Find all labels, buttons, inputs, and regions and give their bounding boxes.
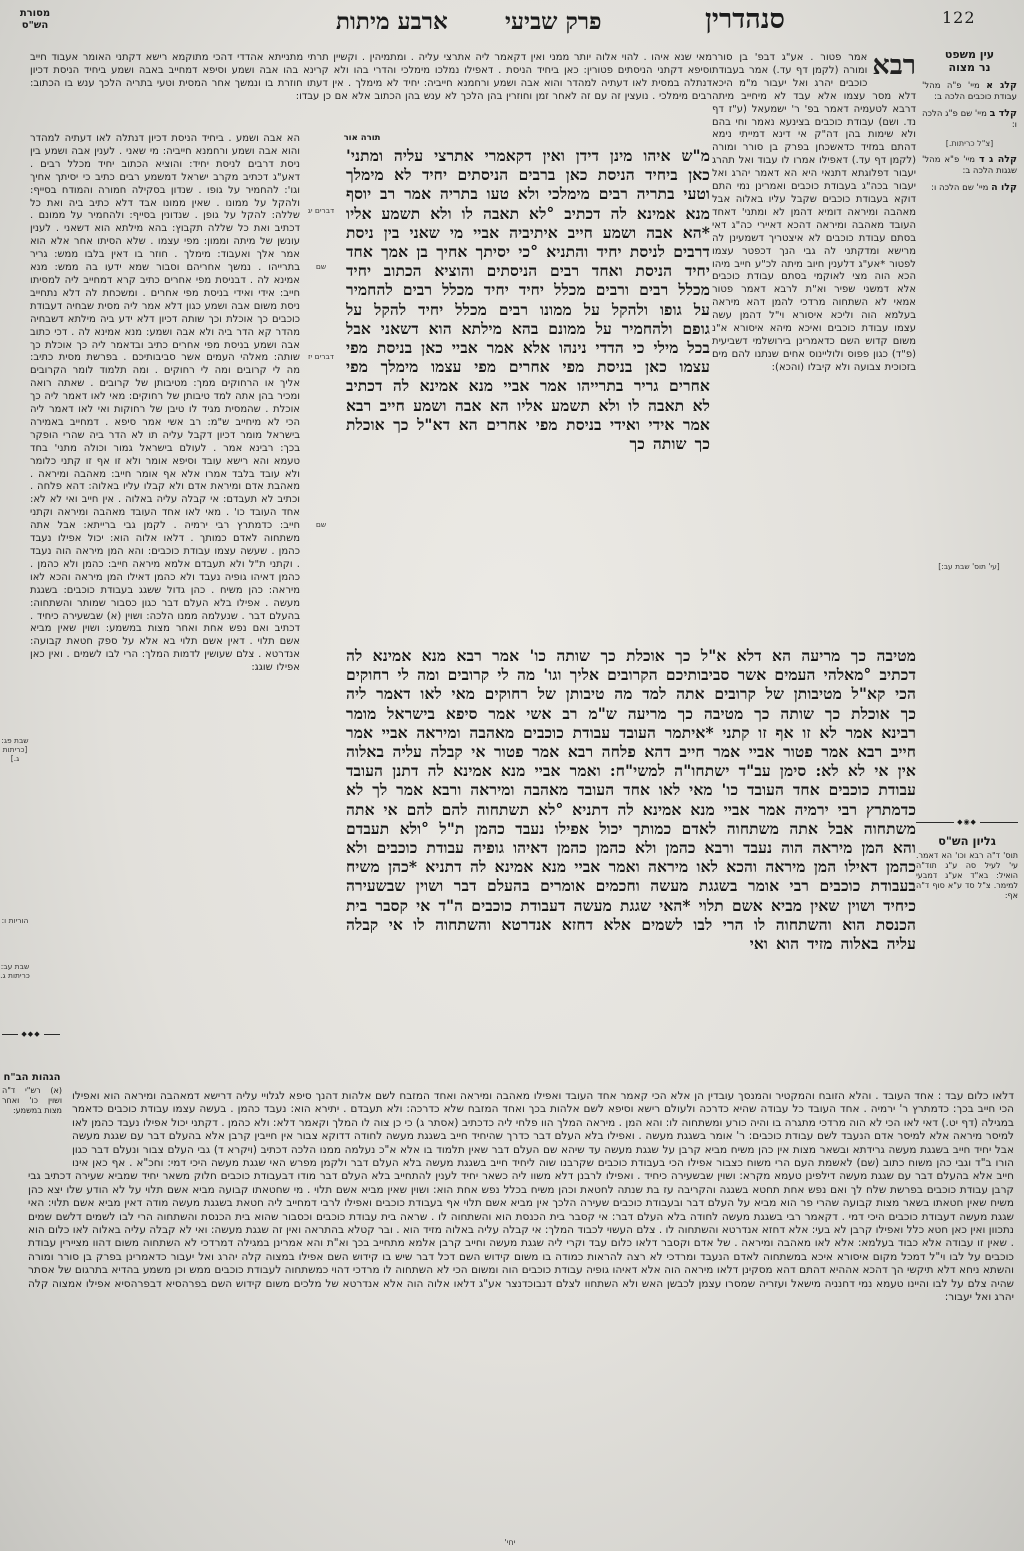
gilyon-hashas-text: תוס' ד"ה רבא וכו' הא דאמר. עי' לעיל סה ע"ג תוד"ה הואיל: בא"ד אע"ג דמבעי למימר. צ"ל סד ע"א סוף ד"ה אף: [916,851,1018,900]
ein-mishpat-title-line2: נר מצוה [948,61,991,74]
ein-entry-text: מיי' שם פ"ג הלכה ו: [922,109,1017,130]
ein-entry-number: קלד ב [989,108,1017,119]
masoret-corner-line2: הש"ס [21,20,49,31]
ein-entry-number: קלה ג ד [978,154,1017,165]
tosafot-bottom-text: דלאו כלום עבד : אחד העובד . והלא הזובח והמקטיר והמנסך עובדין הן אלא הכי קאמר אחד העובד ואפילו מאהבה ומיראה ואחד המזבח לשם אלהות דהנך סיפא לגלויי עליה דרישא דמאהבה ומיראה הוא ואפילו הכי חייב בכך: כדמתרץ ר' ירמיה . אחד העובד כל עבודה שהיא כדרכה ולעולם רישא וסיפא לשם אלהות בכך ואחד המזבח שלא כדרכה: ולא תעבדם . יתירא הוא: נעבד כהמן . בעשה עצמו עבודת כוכבים כדאמר במגילה (דף יט.) דאי לאו הכי לא הוה מרדכי מתגרה בו והיה כורע ומשתחוה לו: והא המן . מיראה המלך הוו פלחי ליה כדכתיב (אסתר ג) כי כן צוה לו המלך וקאמר דלא: ולא כהמן . דקתני יכול אפילו נעבד כהמן לאו למיסר מיראה אלא למיסר אדם הנעבד לשם עבודת כוכבים: ר' אומר בשגגת מעשה . ואפילו בלא העלם דבר כדרך שהיחיד חייב בשגגת מעשה לחודה דדוקא צבור אין חייבין קרבן אלא בהעלם דבר עם שגגת מעשה אבל יחיד חייב בשגגת מעשה גרידתא ובשאר מצות אין כהן משיח מביא קרבן על שגגת מעשה עד שיהא שם העלם דבר שאין תלמוד בו אלא א"כ נעלמה ממנו הלכה דכתיב (ויקרא ד) גבי העלם צבור ונעלם דבר כגון הורו ב"ד וגבי כהן משוח כתוב (שם) לאשמת העם הרי משוח כצבור אפילו הכי בעבודת כוכבים שקרבנו שוה ליחיד חייב בשגגת מעשה בלא העלם דבר ולקמן מפרש האי שגגת מעשה היכי דמי: וחכ"א . אף כאן אינו חייב אלא בהעלם דבר עם שגגת מעשה דילפינן טעמא מקרא: ושוין שבשעירה כיחיד . ואפילו לרבנן דלא משוו ליה כשאר יחיד לענין להתחייב בלא העלם דבר מודו דבעבודת כוכבים חלוק משאר יחיד שמביא שעירה דכתיב גבי קרבן עבודת כוכבים בפרשת שלח לך ואם נפש אחת תחטא בשגגה והקריבה עז בת שנתה לחטאת וכהן משיח בכלל נפש אחת הוא: ושוין שאין מביא אשם תלוי . מי שחטאתו קבועה מביא אשם תלוי על לא הודע שלו יצא כהן משיח שאין חטאתו בשאר מצות קבועה שהרי פר הוא מביא על העלם דבר ובעבודת כוכבים שעירה הלכך אין מביא אשם תלוי אף בעבודת כוכבים ואפילו לרבי דמחייב ליה חטאת בשגגת מעשה מודה דאין מביא אשם תלוי: האי שגגת מעשה דעבודת כוכבים היכי דמי . דקאמר רבי בשגגת מעשה לחודה בלא העלם דבר: אי קסבר בית הכנסת הוא והשתחוה לו . שראה בית עבודת כוכבים וכסבור שהוא בית הכנסת והשתחוה הרי לבו לשמים דלשם שמים נתכוון ואין כאן חטא כלל ואפילו קרבן לא בעי: אלא דחזא אנדרטא והשתחוה לו . צלם העשוי לכבוד המלך: אי קבלה עליה באלוה מזיד הוא . ובר קטלא בהתראה ואין זה שגגת מעשה: ואי לא קבלה עליה באלוה לאו כלום הוא . שאין זו עבודה אלא כבוד בעלמא: אלא לאו מאהבה ומיראה . של אדם וקסבר דלאו כלום עבד וקרי ליה שגגת מעשה וחייב קרבן אלמא מתחייב בכך וא"ת והא אמרינן במגילה דמרדכי לא השתחוה משום דהוו מציירין עבודת כוכבים על לבו וי"ל דמכל מקום איסורא איכא במשתחוה לאדם הנעבד ומרדכי לא רצה להראות כמודה בו משום קידוש השם דכל דבר שיש בו קידוש השם אפילו במצוה קלה יהרג ואל יעבור כדאמרינן בפרק בן סורר ומורה והשתא ניחא דלא תיקשי הך דהכא אההיא דהתם דהא מסקינן דלאו מיראה הוה אלא דאיהו גופיה עבודת כוכבים הוה ומשום הכי לא השתחוה לו מרדכי דהוי כמשתחוה לעבודת כוכבים ממש וכן משמע בהדיא בתרגום של אסתר שהיה צלם על לבו והיינו טעמא נמי דחנניה מישאל ועזריה שמסרו עצמן לכבשן האש ולא השתחוו לצלם דנבוכדנצר אע"ג דלאו אלוה הוה אלא אנדרטא של מלכים משום קידוש השם בפרהסיא דבפרהסיא אפילו אמצוה קלה יהרג ואל יעבור: [28,1090,1014,1304]
ein-entry-text: מיי' פ"ה מהל' עבודת כוכבים הלכה ב: [922,81,1017,102]
chapter-name-header: ארבע מיתות [336,8,448,35]
hagahot-habach-title: הגהות הב"ח [3,1072,61,1083]
tosafot-bottom-block [28,1090,1014,1536]
ein-entry-number: קלג א [986,80,1017,91]
ein-mishpat-column [922,48,1017,194]
page-number: 122 [942,8,976,27]
ein-entry-number: קלו ה [991,182,1017,193]
ein-mishpat-correction-note: [צ"ל כריתות.] [945,139,994,148]
ornament-diamonds-icon: ◆◉◆ [957,818,977,826]
tosafot-text: אמר פטור . אע"ג דבפ' בן סורר ומורה (לקמן דף עד.) אמר בעבודת כוכבים יהרג ואל יעבור מ"מ היכא דלא מסר עצמו אלא עבד לא מיחייב מיתה דרבא לטעמיה דאמר בפ' ר' ישמעאל (ע"ז דף נד. ושם) עבודת כוכבים בצינעא נאמר וחי בהם ולא שימות בהן דה"ק אי דינא דמייתי נימא דהתם במזיד כדאשכחן בפרק בן סורר ומורה (לקמן דף עד.) דאפילו אמרו לו עבוד ואל תהרג יעבור דפלוגתא דתנאי היא הא דאמר יהרג ואל יעבור בכה"ג בעבודת כוכבים ואמרינן נמי התם דוקא בעבודת כוכבים שקבל עליו באלוה אבל מאהבה ומיראה דומיא דהמן לא ומתני' דאחד העובד מאהבה ומיראה דהכא דאיירי כה"ג דאי בסתם עבודת כוכבים לא איצטריך דשמעינן לה מרישא ומדקתני לה גבי הנך דכפטר עצמו לפטור *אע"ג דלענין חיוב מיתה לכ"ע חייב מיהו הכא הוה מצי לאוקמי בסתם עבודת כוכבים אלא דמשני שפיר וא"ת לרבא דאמר פטור אמאי לא השתחוה מרדכי להמן דהא מיראה בעלמא הוה וליכא איסורא וי"ל דהמן עשה עצמו עבודת כוכבים ואיכא מיהא איסורא א"נ משום קדוש השם כדאמרינן בירושלמי דשביעית (פ"ד) כגון פפוס ולוליינוס אחים שנתנו להם מים בזכוכית צבועה ולא קיבלו (והכא): [712,52,916,373]
ornament-diamonds-icon: ◆◆◆ [21,1030,41,1038]
gilyon-ornament-divider [916,818,1018,826]
perek-number-header: פרק שביעי [505,8,602,35]
masoret-hashas-ref: הוריות ו: [1,916,29,925]
gilyon-hashas-section [916,818,1018,901]
gilyon-hashas-title: גליון הש"ס [938,834,996,848]
ein-entry-text: מיי' פ"א מהל' שגגות הלכה ב: [922,155,1017,176]
tosafot-initial-word: רבא [872,52,916,81]
margin-reference-note: [עי' תוס' שבת עב:] [938,562,1000,571]
ein-mishpat-entry [922,109,1017,130]
ein-mishpat-entry [922,155,1017,176]
masoret-hashas-ref: שבת עב: כריתות ג. [0,962,30,980]
torah-or-label: תורה אור [343,133,381,143]
tractate-name-header: סנהדרין [705,4,785,35]
ein-mishpat-entry [922,81,1017,102]
torah-or-citation: דברים יז [308,352,334,361]
gemara-text-wide: מטיבה כך מריעה הא דלא א"ל כך אוכלת כך שותה כו' אמר רבא מנא אמינא לה דכתיב °מאלהי העמים אשר סביבותיכם הקרובים אליך וגו' מה לי קרובים ומה לי רחוקים הכי קא"ל מטיבותן של קרובים אתה למד מה טיבותן של רחוקים מאי לאו דאמר ליה כך אוכלת כך שותה כך מטיבה כך מריעה ש"מ רב אשי אמר סיפא בישראל מומר רבינא אמר לא זו אף זו קתני *איתמר העובד עבודת כוכבים מאהבה ומיראה אביי אמר חייב רבא אמר פטור אביי אמר חייב דהא פלחה רבא אמר פטור אי קבלה עליה באלוה אין אי לא לא: סימן עב"ד ישתחו"ה למשי"ח: ואמר אביי מנא אמינא לה דתנן העובד עבודת כוכבים אחד העובד כו' מאי לאו אחד העובד מאהבה ומיראה ורבא אמר לך לא כדמתרץ רבי ירמיה אמר אביי מנא אמינא לה דתניא °לא תשתחוה להם להם אי אתה משתחוה אבל אתה משתחוה לאדם כמותך יכול אפילו נעבד כהמן ת"ל °ולא תעבדם והא המן מיראה הוה נעבד ורבא כהמן ולא כהמן כהמן דאיהו גופיה עבודת כוכבים ולא כהמן דאילו המן מיראה והכא לאו מיראה ואמר אביי מנא אמינא לה דתניא *כהן משיח בעבודת כוכבים רבי אומר בשגגת מעשה וחכמים אומרים בהעלם דבר ושוין שבשעירה כיחיד ושוין שאין מביא אשם תלוי *האי שגגת מעשה דעבודת כוכבים ה"ד אי קסבר בית הכנסת הוא והשתחוה לו הרי לבו לשמים אלא דחזא אנדרטא והשתחוה לו אי קבלה עליה באלוה מזיד הוא ואי [346,646,916,954]
rashi-top-wide-block: מאי שנא איהו . להוי אלוה יותר ממני ואין דקאמר ליה אתרצי עליה . ומתמיהין . וקשיין תרתי מתנייתא אהדדי דהכי מתוקמא רישא דקתני האומר אעבוד חייב וסיפא דקתני הניסתים פטורין: כאן ביחיד הניסת . דאפילו נמלכו מימלכי והדרי בהו ולא קרינא בהו אבה ושמע וסיפא דמחייב באבה ושמע ביחיד הניסת דכיון דנתלה במסית לאו דעתיה למהדר והוא אבה ושמע ורחמנא חייביה: יחיד לא מימלך . אין דעתו חוזרת בו ונמשך אחר המסית וטעי בתריה הלכך ענש בו הכתוב: רבים מימלכי . נועצין זה עם זה לאחר זמן וחוזרין בהן הלכך לא ענש בהן הכתוב אלא אם כן עבדו: [30,52,712,102]
masoret-hashas-corner-label [6,8,64,32]
torah-or-citation: שם [315,520,327,529]
torah-or-citation: שם [315,262,327,271]
gemara-text-narrow: מ"ש איהו מינן דידן ואין דקאמרי אתרצי עליה ומתני' כאן ביחיד הניסת כאן ברבים הניסתים יחיד לא מימלך וטעי בתריה רבים מימלכי ולא טעו בתריה אמר רב יוסף מנא אמינא לה דכתיב °לא תאבה לו ולא תשמע אליו *הא אבה ושמע חייב איתיביה אביי מי שאני בין ניסת דרבים לניסת יחיד והתניא °כי יסיתך אחיך בן אמך אחד יחיד הניסת ואחד רבים הניסתים והוציא הכתוב יחיד מכלל רבים ורבים מכלל יחיד יחיד מכלל רבים להחמיר על גופו ולהקל על ממונו רבים מכלל יחיד להקל על גופם ולהחמיר על ממונם בהא מילתא הוא דשאני אבל בכל מילי כי הדדי נינהו אלא אמר אביי כאן בניסת מפי עצמו כאן בניסת מפי אחרים מפי עצמו מימלך מפי אחרים גריר בתרייהו אמר אביי מנא אמינא לה דכתיב לא תאבה לו ולא תשמע אליו הא אבה ושמע חייב רבא אמר אידי ואידי בניסת מפי אחרים הא דא"ל כך אוכלת כך שותה כך [346,146,710,454]
torah-or-citation: דברים יג [307,206,335,215]
ein-entry-text: מיי' שם הלכה ו: [931,183,989,193]
hagahot-ornament-divider [2,1030,60,1038]
masoret-corner-line1: מסורת [19,8,51,19]
ein-mishpat-entry [922,183,1017,194]
masoret-hashas-ref: שבת פג: [כריתות ג.] [1,736,29,763]
rashi-column: הא אבה ושמע . ביחיד הניסת דכיון דנתלה לאו דעתיה למהדר והוא אבה ושמע ורחמנא חייביה: מי שאני . לענין אבה ושמע בין ניסת דרבים לניסת יחיד: והוציא הכתוב יחיד מכלל רבים . דאע"ג דכתיב מקרב ישראל דמשמע רבים כתיב כי יסיתך אחיך וגו': להחמיר על גופו . שנדון בסקילה חמורה והמודח בסייף: ולהקל על ממונו . שאין ממונו אבד דלא כתיב ביה ואת כל שללה: להקל על גופן . שנדונין בסייף: ולהחמיר על ממונם . דכתיב ואת כל שללה תקבוץ: בהא מילתא הוא דשאני . לענין עונשן של מיתה וממון: מפי עצמו . שלא הסיתו אחר אלא הוא אמר אלך ואעבוד: מימלך . חוזר בו דאין בלבו ממש: גריר בתרייהו . נמשך אחריהם וסבור שמא ידעו בה ממש: מנא אמינא לה . דבניסת מפי אחרים כתיב קרא דמחייב ליה למסיתו חייב: אידי ואידי בניסת מפי אחרים . ומשכחת לה דלא נתחייב ניסת משום אבה ושמע כגון דלא אמר ליה מסית שבחיה דעבודת כוכבים כך אוכלת וכך שותה דכיון דלא ידע ביה מילתא דשבחיה מהדר קא הדר ביה ולא אבה ושמע: מנא אמינא לה . דכי כתוב אבה ושמע בניסת מפי אחרים כתיב ובדאמר ליה כך אוכלת כך שותה: מאלהי העמים אשר סביבותיכם . בפרשת מסית כתיב: מה לי קרובים ומה לי רחוקים . ומה תלמוד לומר הקרובים אליך או הרחוקים ממך: מטיבותן של קרובים . שאתה רואה ומכיר בהן אתה למד טיבותן של רחוקים: מאי לאו דאמר ליה כך אוכלת . שהמסית מגיד לו טיבן של רחוקות ואי לאו דאמר ליה הכי לא מיחייב ש"מ: רב אשי אמר סיפא . דמחייב באמירה בישראל מומר דכיון דקבל עליה תו לא הדר ביה שהרי הופקר בכך: רבינא אמר . לעולם בישראל גמור וכולה מתני' בחד טעמא והא רישא עובד וסיפא אומר ולא זו אף זו קתני כלומר ולא עובד בלבד אמרו אלא אף אומר חייב: מאהבה ומיראה . מאהבת אדם ומיראת אדם ולא קבלו עליו באלוה: דהא פלחה . וכתיב לא תעבדם: אי קבלה עליה באלוה . אין חייב ואי לא לא: אחד העובד כו' . מאי לאו אחד העובד מאהבה ומיראה וקתני חייב: כדמתרץ רבי ירמיה . לקמן גבי ברייתא: אבל אתה משתחוה לאדם כמותך . דלאו אלוה הוא: יכול אפילו נעבד כהמן . שעשה עצמו עבודת כוכבים: והא המן מיראה הוה נעבד . וקתני ת"ל ולא תעבדם אלמא מיראה חייב: כהמן ולא כהמן . כהמן דאיהו גופיה נעבד ולא כהמן דאילו המן מיראה והכא לאו מיראה: כהן משיח . כהן גדול ששגג בעבודת כוכבים: בשגגת מעשה . אפילו בלא העלם דבר כגון כסבור שמותר והשתחוה: בהעלם דבר . שנעלמה ממנו הלכה: ושוין (א) שבשעירה כיחיד . דכתיב ואם נפש אחת ואחר מצות במשמע: ושוין שאין מביא אשם תלוי . דאין אשם תלוי בא אלא על ספק חטאת קבועה: אנדרטא . צלם שעושין לדמות המלך: הרי לבו לשמים . ואין כאן אפילו שוגג: [30,133,300,674]
hagahot-wrap-spacer [28,1090,72,1168]
hagahot-habach-text: (א) רש"י ד"ה ושוין כו' ואחר מצות במשמע: [2,1086,62,1115]
catchword: יחי' [504,1538,516,1547]
tosafot-column [712,52,916,644]
ein-mishpat-title-line1: עין משפט [944,48,995,61]
